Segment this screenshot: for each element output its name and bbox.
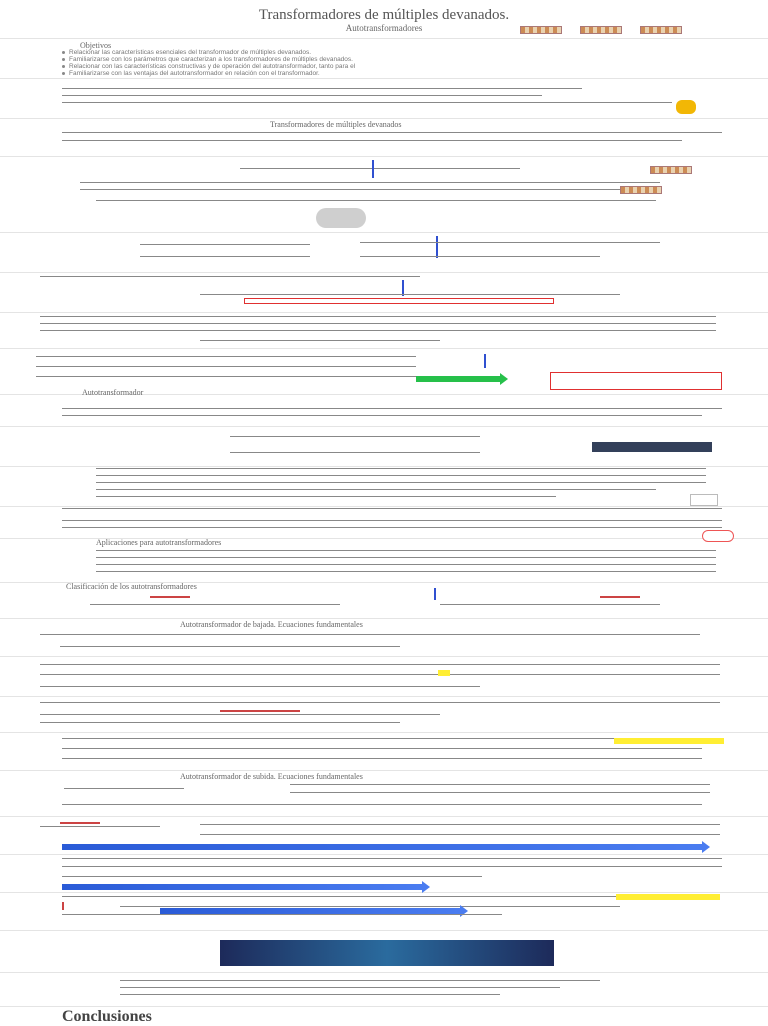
- applications-slide: [0, 538, 768, 583]
- equation-line: [40, 634, 700, 635]
- text-line: [62, 508, 722, 509]
- text-line: [62, 132, 722, 133]
- text-line: [96, 571, 716, 572]
- text-line: [120, 994, 500, 995]
- text-line: [96, 564, 716, 565]
- text-line: [96, 496, 556, 497]
- equation-line: [62, 876, 482, 877]
- cartoon-image: [220, 940, 554, 966]
- text-line: [120, 987, 560, 988]
- multi-winding-slide: [0, 118, 768, 157]
- text-line: [96, 475, 706, 476]
- circuit-wire: [230, 452, 480, 453]
- equation-line: [62, 896, 622, 897]
- equation-line: [360, 242, 660, 243]
- text-line: [120, 980, 600, 981]
- equation-line: [36, 366, 416, 367]
- text-line: [80, 189, 640, 190]
- circuit-wire: [140, 256, 310, 257]
- current-marker: [150, 596, 190, 598]
- cartoon-image: [676, 100, 696, 114]
- text-line: [62, 520, 722, 521]
- arrow-icon: [416, 376, 500, 382]
- equation-line: [200, 294, 620, 295]
- equation-line: [40, 664, 720, 665]
- resistor-icon: [520, 26, 562, 34]
- circuit-wire: [40, 826, 160, 827]
- autotransformer-photo: [592, 442, 712, 452]
- equation-highlight: [244, 298, 554, 304]
- conclusions-heading: Conclusiones: [62, 1008, 152, 1025]
- text-line: [62, 415, 702, 416]
- text-line: [96, 557, 716, 558]
- equation-line: [62, 804, 702, 805]
- text-line: [96, 489, 656, 490]
- transformer-photo: [316, 208, 366, 228]
- equation-line: [40, 674, 720, 675]
- highlight-slide: [0, 732, 768, 771]
- circuit-wire: [240, 168, 520, 169]
- section-title: Clasificación de los autotransformadores: [66, 582, 197, 591]
- text-line: [96, 550, 716, 551]
- current-marker: [60, 822, 100, 824]
- objective-item: Relacionar con las características constructivas y de operación del autotransformador, tanto para el: [62, 63, 355, 71]
- autotransformer-slide: [0, 388, 768, 427]
- result-box: [550, 372, 722, 390]
- equation-line: [290, 784, 710, 785]
- text-line: [96, 482, 706, 483]
- equation-line: [200, 824, 720, 825]
- text-line: [96, 468, 706, 469]
- equation-line: [200, 834, 720, 835]
- circuit-wire: [90, 604, 340, 605]
- section-title: Autotransformador de subida. Ecuaciones fundamentales: [180, 772, 363, 781]
- highlight-marker: [614, 738, 724, 744]
- auto-circuit-slide: [0, 426, 768, 467]
- text-line: [80, 182, 660, 183]
- text-line: [62, 102, 672, 103]
- page-title: Transformadores de múltiples devanados.: [258, 7, 510, 23]
- text-line: [62, 95, 542, 96]
- page-subtitle: Autotransformadores: [345, 23, 423, 33]
- core-marker: [484, 354, 486, 368]
- circuit-wire: [230, 436, 480, 437]
- image-slide: [0, 930, 768, 973]
- core-marker: [372, 160, 374, 178]
- equation-line: [36, 376, 416, 377]
- text-line: [62, 408, 722, 409]
- notes-slide: [0, 506, 768, 539]
- equation-line: [62, 858, 722, 859]
- badge-icon: [690, 494, 718, 506]
- step-up-equations-slide: [0, 854, 768, 893]
- objective-item: Familiarizarse con los parámetros que caracterizan a los transformadores de múltiples devanados.: [62, 56, 353, 64]
- equation-line: [36, 356, 416, 357]
- equation-line: [40, 714, 440, 715]
- equation-line: [290, 792, 710, 793]
- circuit-equations-slide: [0, 232, 768, 273]
- current-marker: [600, 596, 640, 598]
- kirchhoff-slide: [0, 272, 768, 313]
- objective-item: Relacionar las características esenciales del transformador de múltiples devanados.: [62, 49, 311, 57]
- text-line: [40, 323, 716, 324]
- highlight-marker: [438, 670, 450, 676]
- section-title: Autotransformador: [82, 388, 144, 397]
- equation-line: [360, 256, 600, 257]
- consequence-slide: [0, 312, 768, 349]
- core-marker: [436, 236, 438, 258]
- equation-line: [200, 340, 440, 341]
- equation-line: [62, 738, 672, 739]
- winding-icon: [620, 186, 662, 194]
- text-line: [40, 316, 716, 317]
- explanation-slide: [0, 466, 768, 507]
- objectives-slide: [0, 38, 768, 79]
- classification-slide: [0, 582, 768, 619]
- resistor-icon: [580, 26, 622, 34]
- step-up-slide: [0, 770, 768, 817]
- text-line: [62, 140, 682, 141]
- power-slide: [0, 696, 768, 733]
- equation-line: [120, 906, 620, 907]
- current-marker: [62, 902, 64, 910]
- step-up-power-slide: [0, 892, 768, 931]
- section-title: Autotransformador de bajada. Ecuaciones fundamentales: [180, 620, 363, 629]
- arrow-icon: [62, 844, 702, 850]
- text-line: [96, 200, 656, 201]
- resistor-icon: [640, 26, 682, 34]
- text-line: [62, 527, 722, 528]
- winding-icon: [650, 166, 692, 174]
- step-down-slide: [0, 618, 768, 657]
- objectives-heading: Objetivos: [80, 41, 112, 50]
- text-line: [40, 276, 420, 277]
- step-up-circuit-slide: [0, 816, 768, 855]
- equation-line: [40, 702, 720, 703]
- equation-line: [62, 866, 722, 867]
- circuit-wire: [140, 244, 310, 245]
- highlight-marker: [616, 894, 720, 900]
- step-down-equations-slide: [0, 656, 768, 697]
- core-marker: [434, 588, 436, 600]
- equation-line: [60, 646, 400, 647]
- equation-line: [62, 758, 702, 759]
- section-title: Transformadores de múltiples devanados: [270, 120, 402, 129]
- equation-line: [40, 686, 480, 687]
- intro-slide: [0, 78, 768, 119]
- title-slide: [0, 0, 768, 39]
- section-title: Aplicaciones para autotransformadores: [96, 538, 222, 547]
- equation-line: [62, 914, 502, 915]
- equation-line: [40, 722, 400, 723]
- arrow-icon: [62, 884, 422, 890]
- equation-line: [62, 748, 702, 749]
- text-line: [40, 330, 716, 331]
- summary-slide: [0, 972, 768, 1007]
- text-line: [62, 88, 582, 89]
- circuit-wire: [64, 788, 184, 789]
- objective-item: Familiarizarse con las ventajas del autotransformador en relación con el transformador.: [62, 70, 320, 78]
- transformer-figure-slide: [0, 156, 768, 233]
- current-marker: [220, 710, 300, 712]
- circuit-wire: [440, 604, 660, 605]
